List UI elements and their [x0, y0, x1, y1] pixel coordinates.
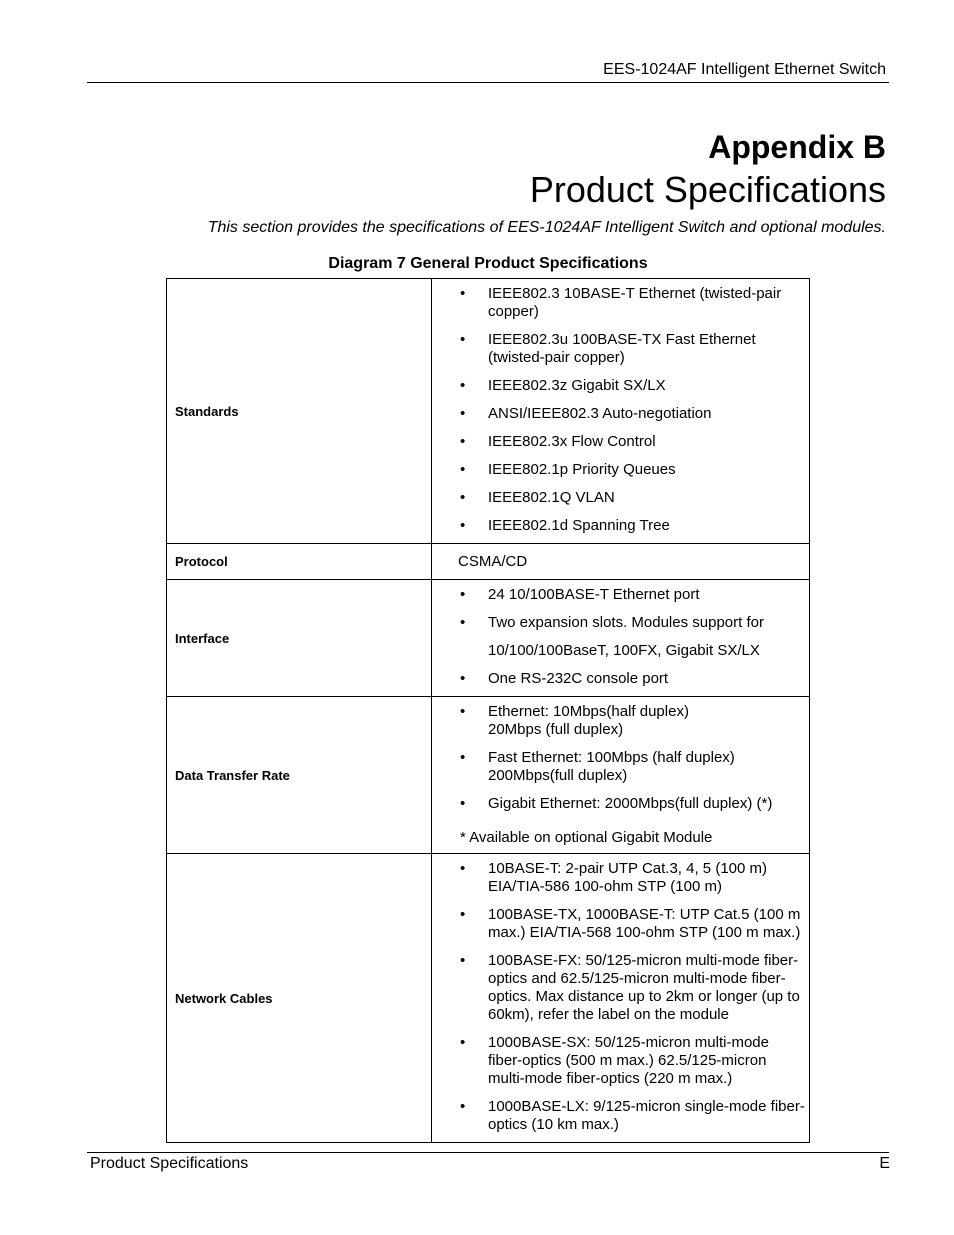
footer-section-title: Product Specifications: [90, 1155, 249, 1172]
appendix-label: Appendix B: [708, 129, 886, 165]
bullet-list: [432, 697, 809, 829]
list-item: • IEEE802.3u 100BASE-TX Fast Ethernet (twisted-pair copper): [432, 331, 809, 367]
list-item: • 1000BASE-LX: 9/125-micron single-mode fiber-optics (10 km max.): [432, 1098, 809, 1134]
table-row: [167, 854, 810, 1143]
row-value: [432, 854, 810, 1143]
table-caption: Diagram 7 General Product Specifications: [328, 255, 648, 272]
row-label: Interface: [167, 580, 432, 697]
list-item-text: • Ethernet: 10Mbps(half duplex): [488, 703, 689, 720]
row-value: [432, 697, 810, 854]
list-item: • IEEE802.1Q VLAN: [432, 489, 809, 507]
table-row: [167, 544, 810, 580]
list-item: • One RS-232C console port: [432, 670, 809, 688]
row-value: [432, 544, 810, 580]
list-item-text: • Fast Ethernet: 100Mbps (half duplex): [488, 749, 735, 766]
list-item: • 1000BASE-SX: 50/125-micron multi-mode fiber-optics (500 m max.) 62.5/125-micron multi-mode fiber-optics (220 m max.): [432, 1034, 809, 1088]
page-number: E: [879, 1155, 890, 1172]
list-item-line2: 20Mbps (full duplex): [488, 721, 624, 738]
row-label: Network Cables: [167, 854, 432, 1143]
running-header: EES-1024AF Intelligent Ethernet Switch: [603, 61, 886, 78]
bullet-list: [432, 280, 809, 543]
intro-text: This section provides the specifications of EES-1024AF Intelligent Switch and optional modules.: [207, 219, 886, 236]
list-item: • 24 10/100BASE-T Ethernet port: [432, 586, 809, 604]
list-item-line2: 200Mbps(full duplex): [488, 767, 628, 784]
list-item: [432, 614, 809, 660]
list-item: • 10BASE-T: 2-pair UTP Cat.3, 4, 5 (100 m) EIA/TIA-586 100-ohm STP (100 m): [432, 860, 809, 896]
bullet-list: [432, 854, 809, 1142]
list-item: • IEEE802.1d Spanning Tree: [432, 517, 809, 535]
list-item: • IEEE802.3x Flow Control: [432, 433, 809, 451]
list-item: • 100BASE-TX, 1000BASE-T: UTP Cat.5 (100 m max.) EIA/TIA-568 100-ohm STP (100 m max.): [432, 906, 809, 942]
row-label: Data Transfer Rate: [167, 697, 432, 854]
list-item: • IEEE802.3 10BASE-T Ethernet (twisted-pair copper): [432, 285, 809, 321]
bullet-list: [432, 580, 809, 696]
row-value: [432, 580, 810, 697]
table-row: [167, 697, 810, 854]
row-label: Standards: [167, 279, 432, 544]
header-divider: [87, 82, 889, 83]
row-label: Protocol: [167, 544, 432, 580]
footer-divider: [87, 1152, 889, 1153]
list-item: • Gigabit Ethernet: 2000Mbps(full duplex) (*): [432, 795, 809, 813]
list-item: • IEEE802.3z Gigabit SX/LX: [432, 377, 809, 395]
row-value: [432, 279, 810, 544]
list-item: [432, 703, 809, 739]
table-row: [167, 279, 810, 544]
protocol-value: CSMA/CD: [458, 553, 528, 570]
list-item-continuation: 10/100/100BaseT, 100FX, Gigabit SX/LX: [488, 642, 760, 659]
spec-table: [166, 278, 810, 1143]
page-title: Product Specifications: [529, 169, 886, 210]
list-item: [432, 749, 809, 785]
list-item: • 100BASE-FX: 50/125-micron multi-mode fiber-optics and 62.5/125-micron multi-mode fiber-optics. Max distance up to 2km or longer (up to 60km), refer the label on the module: [432, 952, 809, 1024]
footnote: * Available on optional Gigabit Module: [460, 829, 713, 846]
list-item-text: Two expansion slots. Modules support for: [488, 614, 764, 631]
table-row: [167, 580, 810, 697]
list-item: • ANSI/IEEE802.3 Auto-negotiation: [432, 405, 809, 423]
list-item: • IEEE802.1p Priority Queues: [432, 461, 809, 479]
